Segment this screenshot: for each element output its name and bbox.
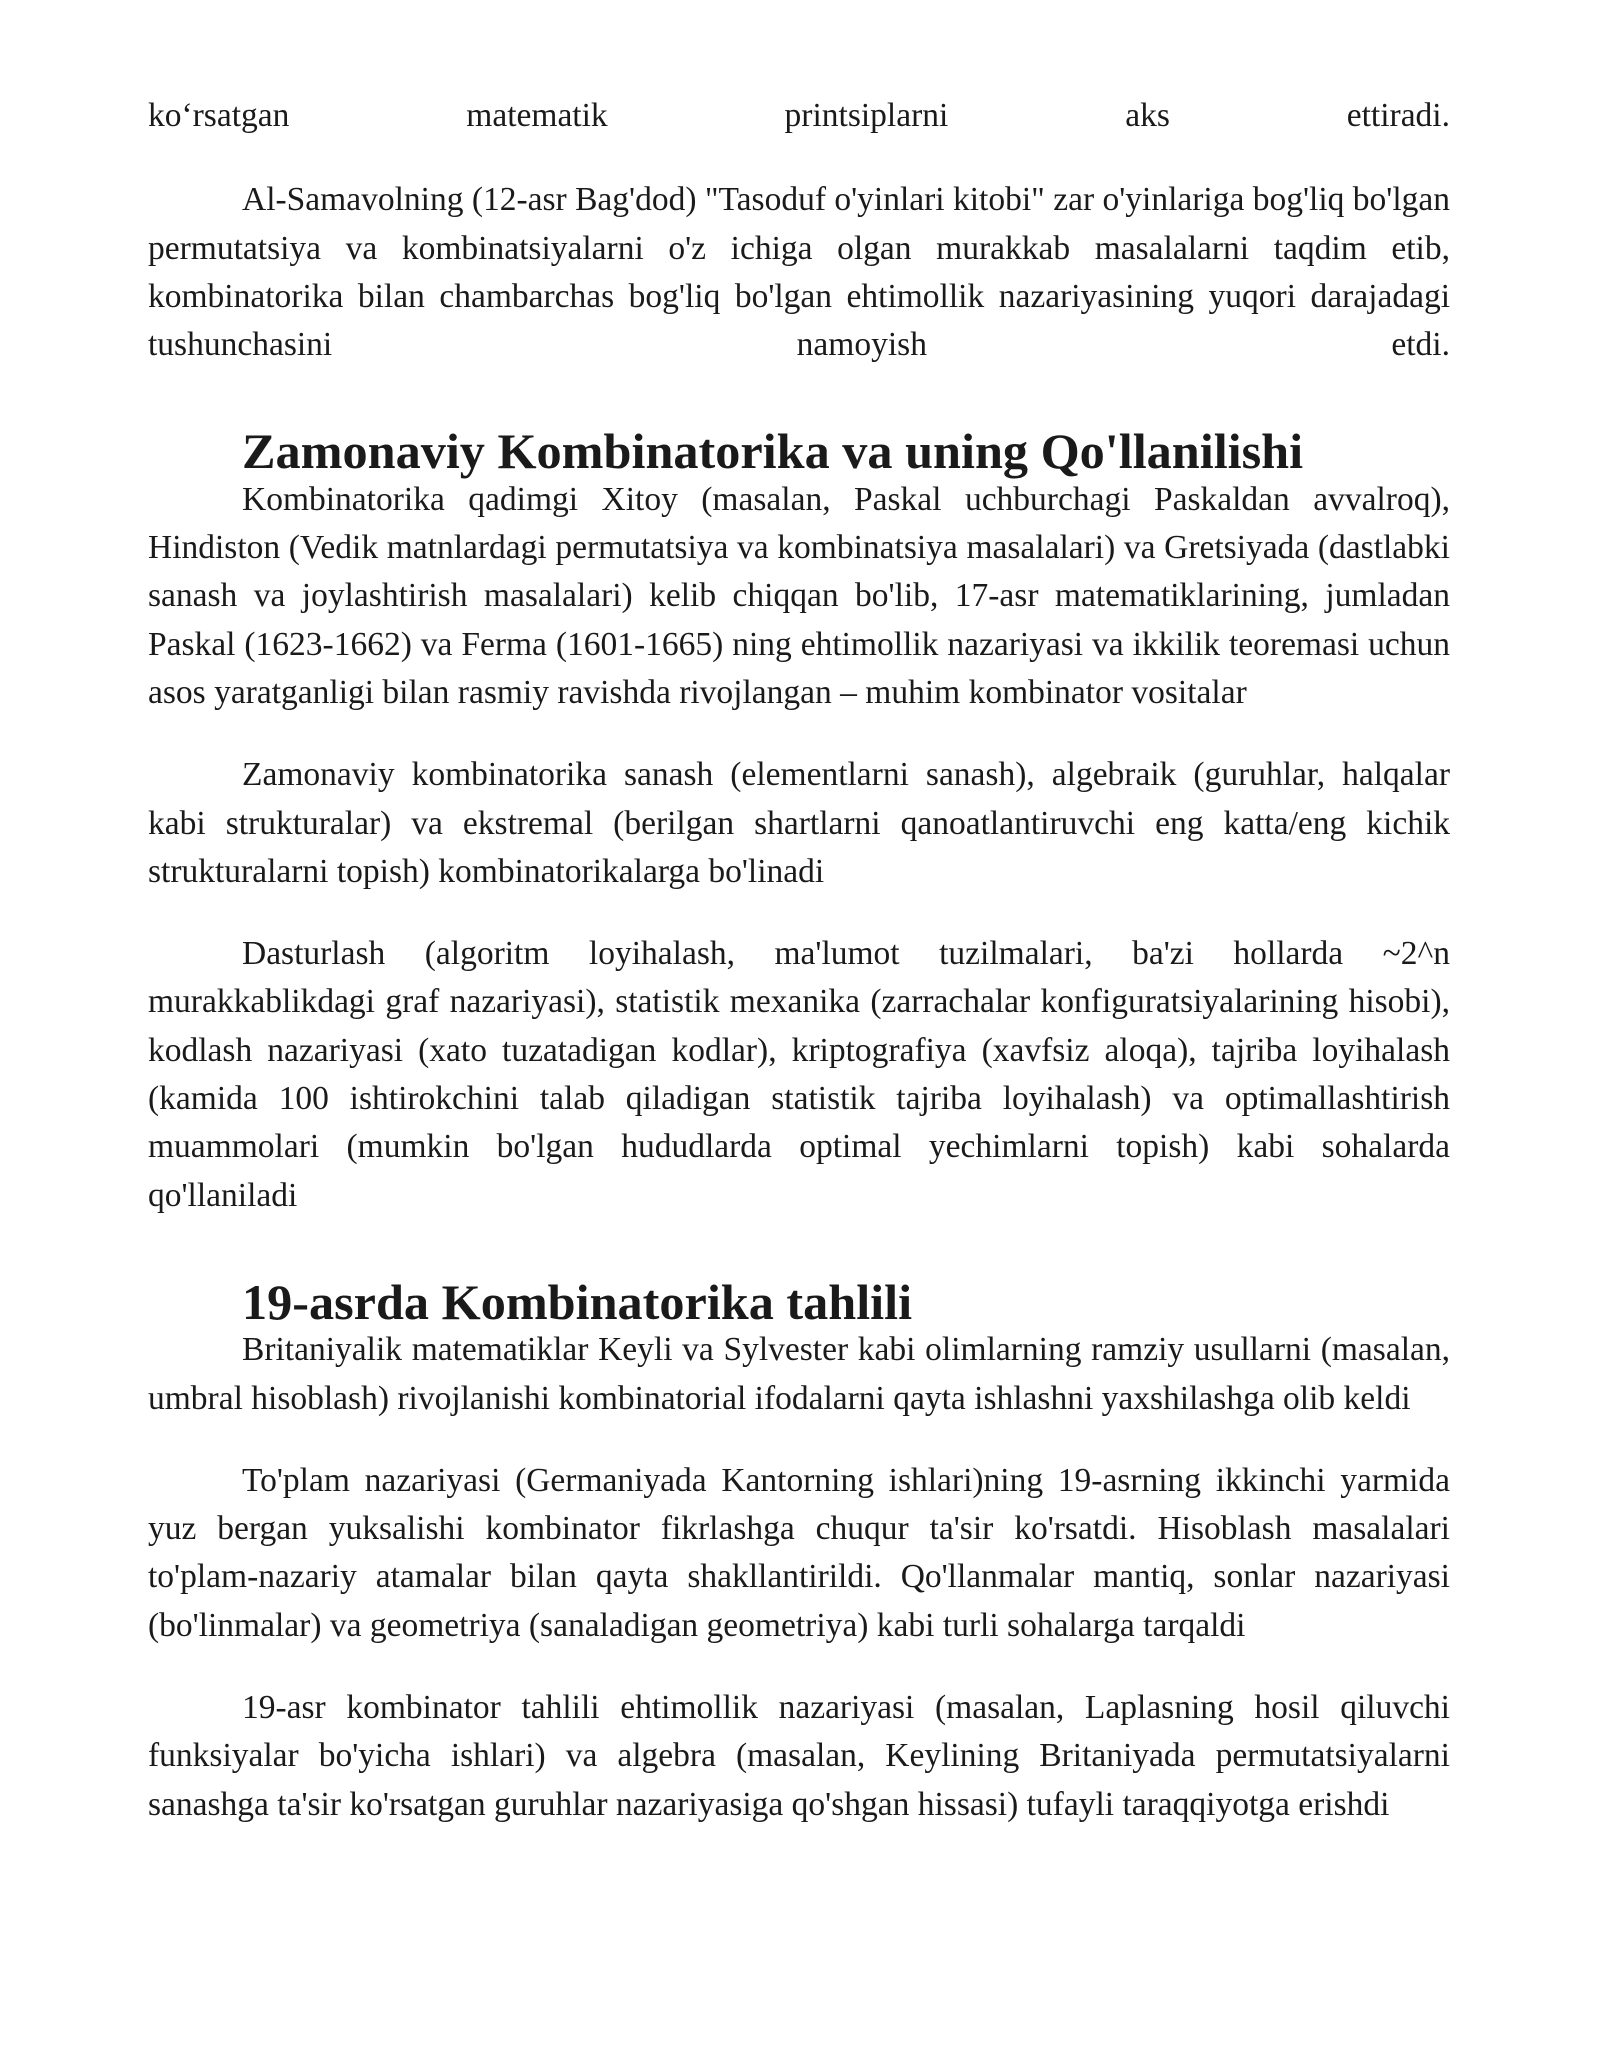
paragraph-spacer xyxy=(148,1650,1450,1684)
document-page xyxy=(148,92,1450,1829)
paragraph-spacer xyxy=(148,717,1450,751)
section2-paragraph-set-theory: To'plam nazariyasi (Germaniyada Kantorning ishlari)ning 19-asrning ikkinchi yarmida yuz bergan yuksalishi kombinator fikrlashga chuqur ta'sir ko'rsatdi. Hisoblash masalalari to'plam-nazariy atamalar bilan qayta shakllantirildi. Qo'llanmalar mantiq, sonlar nazariyasi (bo'linmalar) va geometriya (sanaladigan geometriya) kabi turli sohalarga tarqaldi xyxy=(148,1461,1450,1644)
section-spacer xyxy=(148,1220,1450,1278)
paragraph-spacer xyxy=(148,140,1450,176)
section-heading-19th-century: 19-asrda Kombinatorika tahlili xyxy=(242,1273,913,1330)
samavol-paragraph: Al-Samavolning (12-asr Bag'dod) "Tasoduf o'yinlari kitobi" zar o'yinlariga bog'liq bo'lgan permutatsiya va kombinatsiyalarni o'z ichiga olgan murakkab masalalarni taqdim etib, kombinatorika bilan chambarchas bog'liq bo'lgan ehtimollik nazariyasining yuqori darajadagi tushunchasini namoyish etdi. xyxy=(148,181,1450,364)
section-heading-modern-combinatorics: Zamonaviy Kombinatorika va uning Qo'llanilishi xyxy=(242,423,1304,480)
section2-paragraph-british-mathematicians: Britaniyalik matematiklar Keyli va Sylvester kabi olimlarning ramziy usullarni (masalan, umbral hisoblash) rivojlanishi kombinatorial ifodalarni qayta ishlashni yaxshilashga olib keldi xyxy=(148,1331,1450,1417)
section1-paragraph-applications: Dasturlash (algoritm loyihalash, ma'lumot tuzilmalari, ba'zi hollarda ~2^n murakkablikdagi graf nazariyasi), statistik mexanika (zarrachalar konfiguratsiyalarining hisobi), kodlash nazariyasi (xato tuzatadigan kodlar), kriptografiya (xavfsiz aloqa), tajriba loyihalash (kamida 100 ishtirokchini talab qiladigan statistik tajriba loyihalash) va optimallashtirish muammolari (mumkin bo'lgan hududlarda optimal yechimlarni topish) kabi sohalarda qo'llaniladi xyxy=(148,935,1450,1214)
paragraph-spacer xyxy=(148,896,1450,930)
section-spacer xyxy=(148,369,1450,427)
intro-continuation-paragraph: ko‘rsatgan matematik printsiplarni aks ettiradi. xyxy=(148,97,1450,134)
section1-paragraph-origins: Kombinatorika qadimgi Xitoy (masalan, Paskal uchburchagi Paskaldan avvalroq), Hindiston (Vedik matnlardagi permutatsiya va kombinatsiya masalalari) va Gretsiyada (dastlabki sanash va joylashtirish masalalari) kelib chiqqan bo'lib, 17-asr matematiklarining, jumladan Paskal (1623-1662) va Ferma (1601-1665) ning ehtimollik nazariyasi va ikkilik teoremasi uchun asos yaratganligi bilan rasmiy ravishda rivojlangan – muhim kombinator vositalar xyxy=(148,480,1450,711)
section2-paragraph-probability-algebra: 19-asr kombinator tahlili ehtimollik nazariyasi (masalan, Laplasning hosil qiluvchi funksiyalar bo'yicha ishlari) va algebra (masalan, Keylining Britaniyada permutatsiyalarni sanashga ta'sir ko'rsatgan guruhlar nazariyasiga qo'shgan hissasi) tufayli taraqqiyotga erishdi xyxy=(148,1689,1450,1823)
section1-paragraph-branches: Zamonaviy kombinatorika sanash (elementlarni sanash), algebraik (guruhlar, halqalar kabi strukturalar) va ekstremal (berilgan shartlarni qanoatlantiruvchi eng katta/eng kichik strukturalarni topish) kombinatorikalarga bo'linadi xyxy=(148,756,1450,890)
paragraph-spacer xyxy=(148,1423,1450,1457)
